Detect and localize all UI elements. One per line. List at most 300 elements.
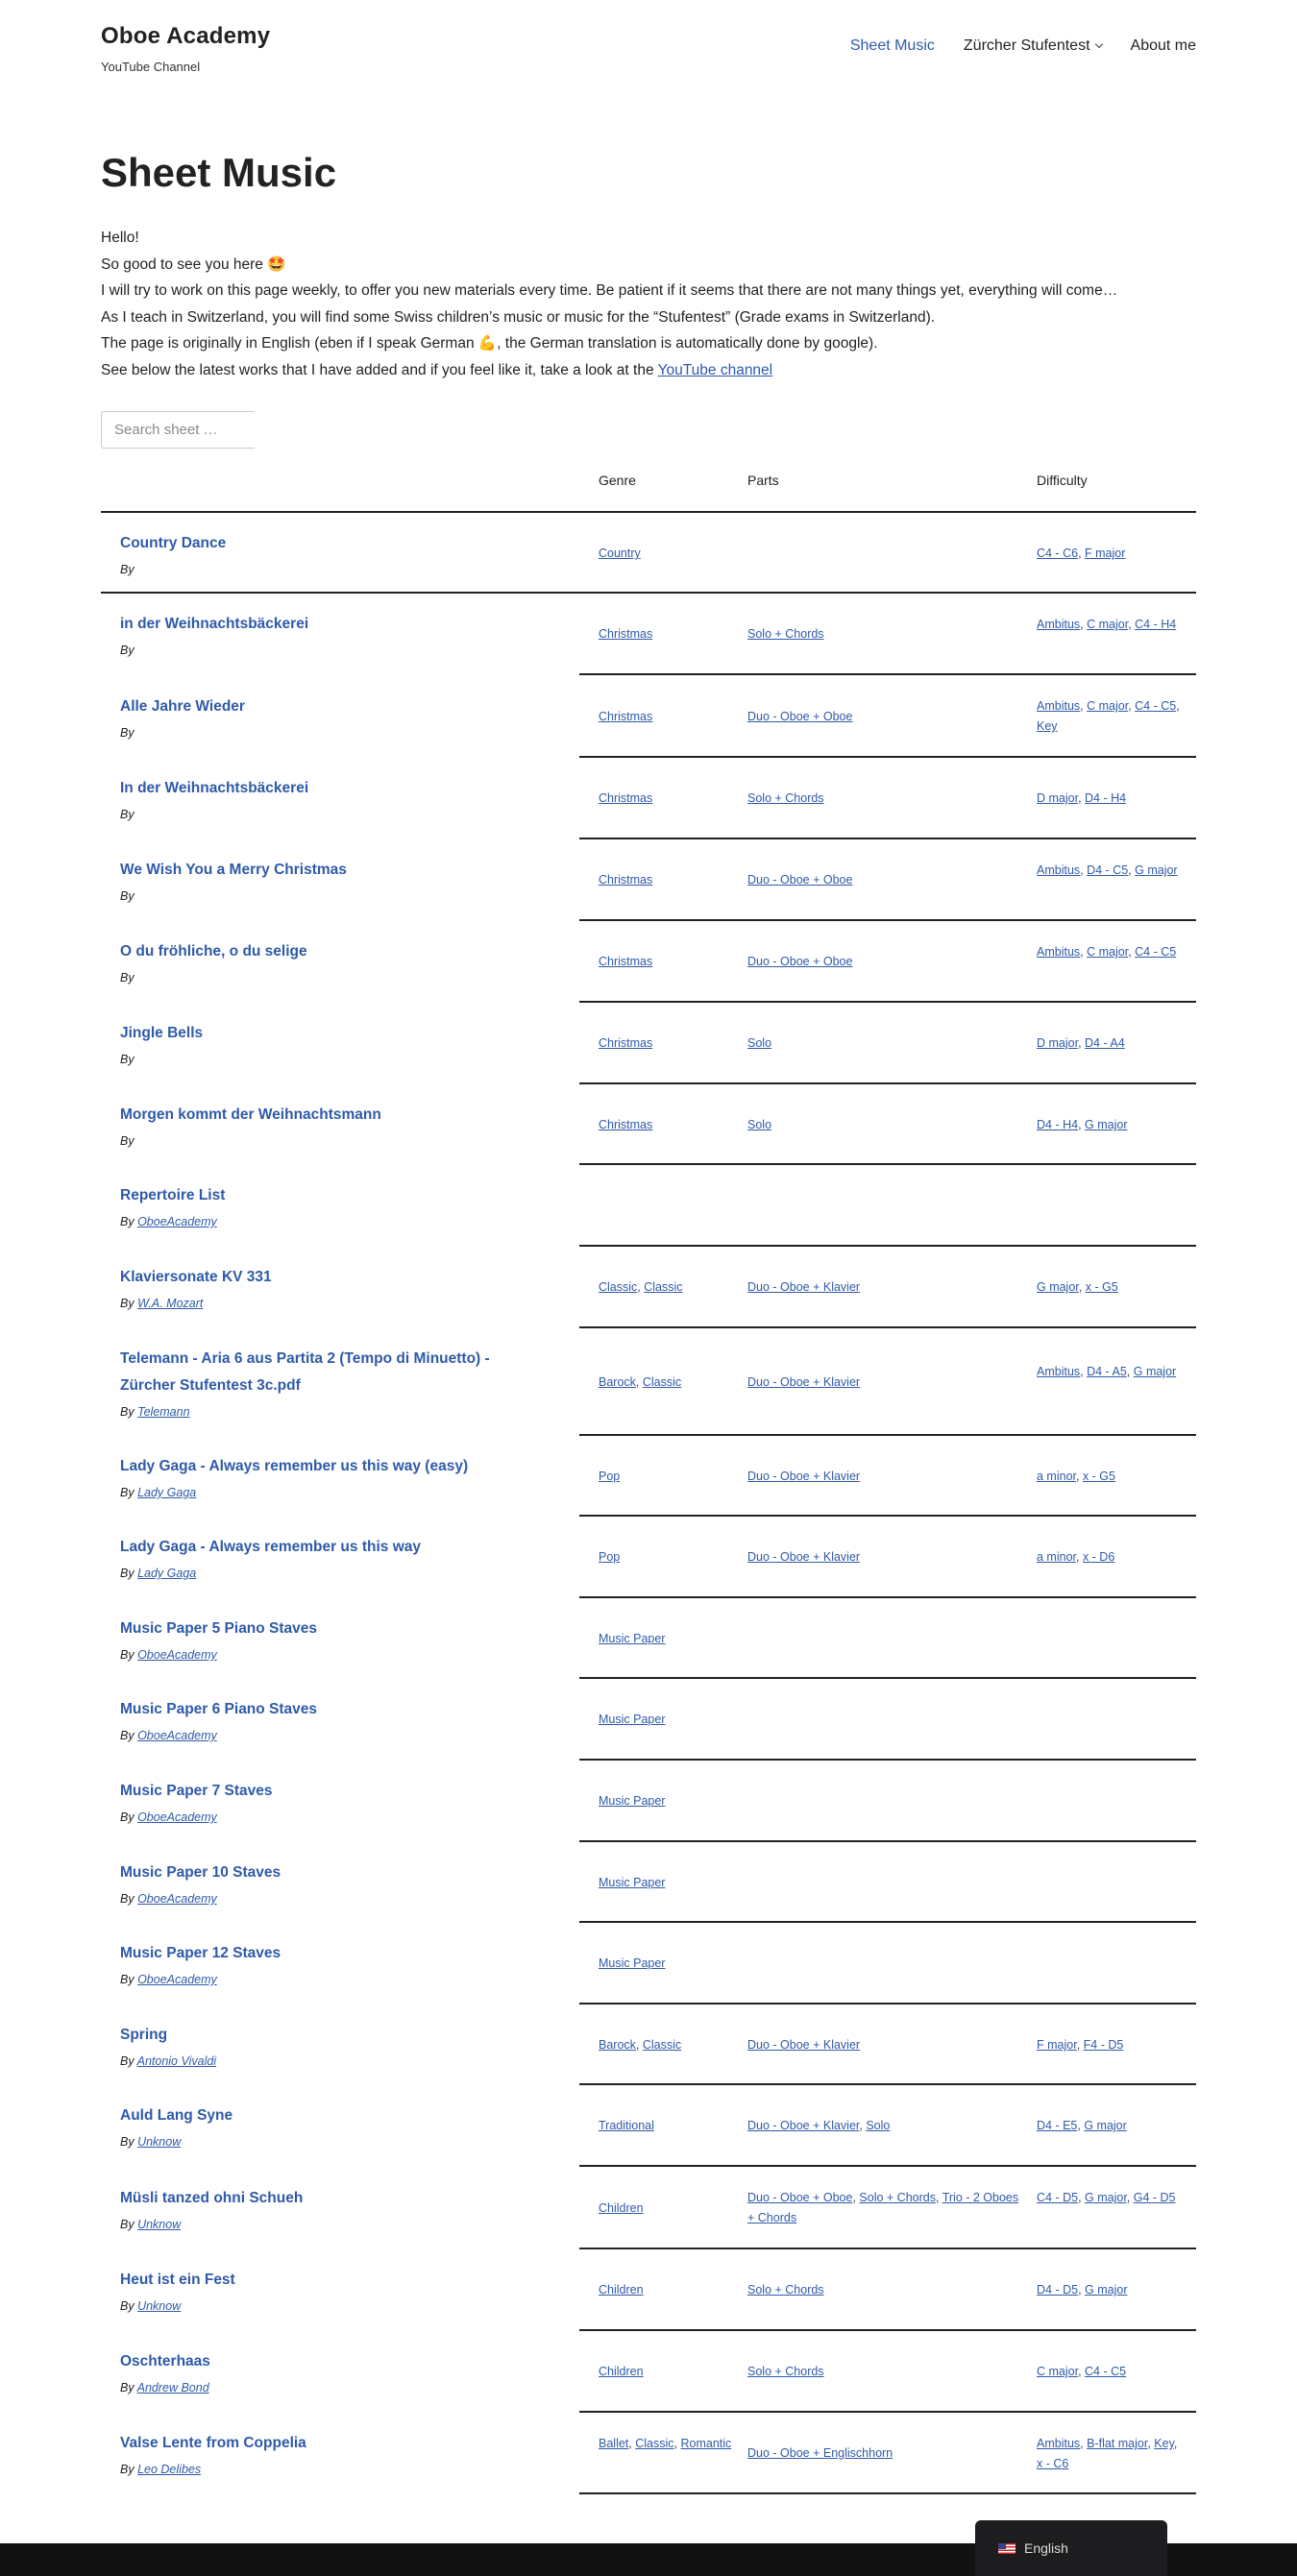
genre-link[interactable]: Children [599,2365,644,2378]
difficulty-cell [1037,2188,1181,2208]
sheet-title-link[interactable]: Lady Gaga - Always remember us this way (easy) [120,1458,469,1474]
title-cell [120,2348,543,2394]
genre-link[interactable]: Music Paper [599,1956,666,1970]
table-row [101,1165,1196,1247]
part-cell [747,789,1026,809]
author-line [120,2054,543,2068]
genre-link[interactable]: Classic [599,1280,638,1294]
author-line [120,1648,543,1662]
difficulty-link[interactable]: D major [1037,1036,1079,1050]
part-link[interactable]: Duo - Oboe + Klavier [747,2119,860,2132]
difficulty-link[interactable]: G major [1085,2283,1128,2297]
author-line [120,1567,543,1580]
separator: , [1080,618,1088,631]
part-link[interactable]: Duo - Oboe + Klavier [747,2038,861,2052]
genre-link[interactable]: Traditional [599,2119,654,2132]
separator: , [1076,1550,1083,1564]
intro-line-prefix: See below the latest works that I have added and if you feel like it, take a look at the [101,361,658,378]
part-cell [747,1373,1026,1393]
author-line [120,1973,543,1986]
by-label: By [120,1892,135,1906]
difficulty-link[interactable]: x - D6 [1082,1550,1115,1564]
author-line [120,2381,543,2394]
sheet-title-link[interactable]: O du fröhliche, o du selige [120,943,307,960]
table-row [101,1842,1196,1923]
author-line [120,1405,543,1419]
genre-link[interactable]: Barock [599,1375,636,1389]
genre-cell [599,952,743,972]
table-row [101,921,1196,1003]
author-link[interactable]: OboeAcademy [137,1729,217,1742]
author-link[interactable]: Unknow [137,2299,182,2313]
author-line [120,2463,543,2476]
sheet-title-link[interactable]: Oschterhaas [120,2353,210,2369]
table-row [101,675,1196,758]
separator: , [628,2437,636,2450]
sheet-title-link[interactable]: Music Paper 12 Staves [120,1945,281,1961]
nav-item-about-me[interactable]: About me [1130,37,1196,54]
difficulty-cell [1037,2116,1181,2136]
difficulty-link[interactable]: Ambitus [1037,863,1081,877]
difficulty-link[interactable]: Ambitus [1037,699,1081,713]
difficulty-link[interactable]: C4 - C5 [1085,2365,1127,2378]
part-link[interactable]: Solo + Chords [747,791,824,805]
separator: , [1080,1365,1088,1378]
sheet-title-link[interactable]: Klaviersonate KV 331 [120,1269,272,1285]
sheet-title-link[interactable]: Telemann - Aria 6 aus Partita 2 (Tempo di Minuetto) - Zürcher Stufentest 3c.pdf [120,1350,490,1394]
genre-link[interactable]: Music Paper [599,1794,666,1808]
part-cell [747,2188,1026,2228]
genre-cell [599,1373,743,1393]
genre-cell [599,789,743,809]
difficulty-link[interactable]: C4 - D5 [1037,2191,1079,2204]
genre-link[interactable]: Classic [635,2437,674,2450]
sheet-title-link[interactable]: Music Paper 7 Staves [120,1783,273,1799]
sheet-title-link[interactable]: Country Dance [120,535,227,551]
genre-link[interactable]: Christmas [599,1118,653,1131]
sheet-title-link[interactable]: Morgen kommt der Weihnachtsmann [120,1106,381,1123]
separator: , [1128,863,1136,877]
author-link[interactable]: OboeAcademy [137,1648,217,1662]
part-link[interactable]: Duo - Oboe + Oboe [747,2191,853,2204]
genre-cell [599,2362,743,2382]
separator: , [852,2191,860,2204]
difficulty-cell [1037,2280,1181,2300]
part-cell [747,870,1026,890]
difficulty-link[interactable]: Key [1037,719,1058,733]
genre-link[interactable]: Christmas [599,627,653,641]
genre-cell [599,870,743,890]
genre-cell [599,1547,743,1567]
table-row [101,594,1196,675]
genre-link[interactable]: Pop [599,1470,621,1483]
author-line [120,1134,543,1148]
genre-cell [599,1277,743,1298]
difficulty-cell [1037,1547,1181,1567]
part-link[interactable]: Solo + Chords [747,627,824,641]
difficulty-link[interactable]: G major [1084,2119,1127,2132]
search-input[interactable] [101,411,255,449]
site-subtitle: YouTube Channel [101,60,201,74]
author-link[interactable]: OboeAcademy [137,1892,217,1906]
part-link[interactable]: Solo + Chords [859,2191,936,2204]
difficulty-cell [1037,1115,1181,1135]
difficulty-link[interactable]: D4 - H4 [1037,1118,1079,1131]
separator: , [1078,791,1086,805]
difficulty-cell [1037,2434,1181,2474]
difficulty-cell [1037,1362,1181,1382]
by-label: By [120,1297,135,1310]
separator: , [1128,618,1136,631]
by-label: By [120,1810,135,1824]
title-cell [120,857,543,903]
author-line [120,644,543,657]
difficulty-link[interactable]: D4 - A5 [1087,1365,1127,1378]
genre-link[interactable]: Christmas [599,955,653,968]
part-cell [747,2280,1026,2300]
intro-line: So good to see you here 🤩 [101,255,286,273]
genre-cell [599,2199,743,2219]
sheet-title-link[interactable]: Music Paper 6 Piano Staves [120,1701,318,1717]
author-link[interactable]: Leo Delibes [137,2463,202,2476]
table-row [101,2249,1196,2331]
part-cell [747,1277,1026,1298]
author-link[interactable]: W.A. Mozart [137,1297,204,1310]
genre-link[interactable]: Christmas [599,1036,653,1050]
difficulty-link[interactable]: C4 - C5 [1135,699,1177,713]
separator: , [1147,2437,1155,2450]
difficulty-link[interactable]: D4 - D5 [1037,2283,1079,2297]
genre-link[interactable]: Pop [599,1550,621,1564]
nav-item-label: Zürcher Stufentest [963,37,1090,54]
title-cell [120,1616,543,1662]
column-header-genre: Genre [599,473,636,488]
sheet-title-link[interactable]: We Wish You a Merry Christmas [120,862,347,878]
difficulty-link[interactable]: F major [1085,547,1126,560]
difficulty-link[interactable]: Ambitus [1037,945,1081,959]
genre-link[interactable]: Classic [642,1375,682,1389]
genre-cell [599,624,743,644]
by-label: By [120,808,135,821]
title-cell [120,1346,543,1419]
site-header [101,0,1196,86]
separator: , [1076,2038,1084,2052]
us-flag-icon [998,2543,1016,2554]
part-link[interactable]: Duo - Oboe + Klavier [747,1470,861,1483]
sheet-title-link[interactable]: Lady Gaga - Always remember us this way [120,1539,421,1555]
difficulty-link[interactable]: a minor [1037,1470,1076,1483]
author-line [120,1729,543,1742]
title-cell [120,2102,543,2149]
difficulty-link[interactable]: C4 - C5 [1135,945,1177,959]
table-row [101,1247,1196,1328]
by-label: By [120,971,135,984]
part-link[interactable]: Solo [747,1118,772,1131]
sheet-title-link[interactable]: in der Weihnachtsbäckerei [120,616,309,632]
genre-cell [599,2434,743,2454]
author-link[interactable]: OboeAcademy [137,1973,217,1986]
table-row [101,2331,1196,2413]
genre-link[interactable]: Children [599,2283,644,2297]
intro-line: As I teach in Switzerland, you will find some Swiss children’s music or music for the “Stufentest” (Grade exams in Switzerland). [101,308,936,326]
sheet-title-link[interactable]: In der Weihnachtsbäckerei [120,780,309,796]
difficulty-link[interactable]: B-flat major [1087,2437,1148,2450]
part-link[interactable]: Duo - Oboe + Oboe [747,873,853,887]
separator: , [1078,1118,1086,1131]
separator: , [1126,2191,1134,2204]
genre-link[interactable]: Classic [642,2038,682,2052]
author-line [120,889,543,903]
author-line [120,726,543,740]
sheet-title-link[interactable]: Jingle Bells [120,1025,204,1041]
genre-cell [599,544,743,564]
difficulty-link[interactable]: C major [1087,618,1129,631]
intro-text [101,225,1206,383]
intro-line: The page is originally in English (eben if I speak German 💪, the German translation is automatically done by google). [101,335,878,352]
part-cell [747,2035,1026,2055]
page-title: Sheet Music [101,150,337,195]
part-cell [747,1467,1026,1487]
author-link[interactable]: Lady Gaga [137,1567,197,1580]
genre-link[interactable]: Music Paper [599,1632,666,1645]
table-row [101,1761,1196,1842]
author-link[interactable]: Telemann [137,1405,190,1419]
difficulty-link[interactable]: G4 - D5 [1133,2191,1176,2204]
difficulty-link[interactable]: Ambitus [1037,618,1081,631]
difficulty-cell [1037,544,1181,564]
difficulty-link[interactable]: Ambitus [1037,1365,1081,1378]
sheet-title-link[interactable]: Music Paper 10 Staves [120,1864,281,1881]
genre-cell [599,1115,743,1135]
title-cell [120,2430,543,2476]
title-cell [120,1182,543,1228]
genre-cell [599,2035,743,2055]
table-row [101,758,1196,839]
author-line [120,1892,543,1906]
difficulty-link[interactable]: D4 - E5 [1037,2119,1078,2132]
genre-link[interactable]: Romantic [680,2437,732,2450]
difficulty-link[interactable]: F4 - D5 [1083,2038,1124,2052]
by-label: By [120,1486,135,1499]
by-label: By [120,1567,135,1580]
table-row [101,1923,1196,2005]
title-cell [120,938,543,984]
author-link[interactable]: Unknow [137,2218,182,2231]
difficulty-link[interactable]: Ambitus [1037,2437,1081,2450]
intro-line [101,357,1206,384]
main-nav [821,37,1196,55]
separator: , [1078,1280,1086,1294]
author-link[interactable]: Unknow [137,2135,182,2149]
nav-item-sheet-music[interactable]: Sheet Music [849,37,935,54]
column-header-parts: Parts [747,473,779,488]
genre-link[interactable]: Children [599,2201,644,2215]
separator: , [1080,945,1088,959]
by-label: By [120,2135,135,2149]
separator: , [635,1375,643,1389]
part-cell [747,2362,1026,2382]
by-label: By [120,1973,135,1986]
genre-link[interactable]: Country [599,547,641,560]
difficulty-link[interactable]: G major [1085,2191,1127,2204]
genre-link[interactable]: Christmas [599,710,653,723]
difficulty-link[interactable]: G major [1133,1365,1177,1378]
table-row [101,2167,1196,2249]
table-row [101,1598,1196,1679]
genre-link[interactable]: Barock [599,2038,636,2052]
genre-link[interactable]: Classic [644,1280,683,1294]
table-row [101,1436,1196,1517]
part-cell [747,624,1026,644]
separator: , [1080,863,1088,877]
sheet-title-link[interactable]: Alle Jahre Wieder [120,698,245,715]
separator: , [1128,699,1136,713]
part-cell [747,707,1026,727]
author-line [120,1810,543,1824]
difficulty-cell [1037,861,1181,881]
title-cell [120,1859,543,1906]
part-link[interactable]: Solo [866,2119,891,2132]
difficulty-cell [1037,789,1181,809]
separator: , [1173,2437,1178,2450]
difficulty-link[interactable]: Key [1154,2437,1174,2450]
difficulty-link[interactable]: C major [1037,2365,1079,2378]
difficulty-link[interactable]: D4 - H4 [1085,791,1127,805]
table-row [101,513,1196,594]
separator: , [673,2437,681,2450]
difficulty-cell [1037,1033,1181,1054]
separator: , [859,2119,867,2132]
genre-cell [599,1033,743,1054]
part-link[interactable]: Duo - Oboe + Klavier [747,1375,861,1389]
genre-link[interactable]: Ballet [599,2437,629,2450]
genre-cell [599,1629,743,1649]
part-link[interactable]: Duo - Oboe + Englischhorn [747,2446,893,2460]
site-title[interactable]: Oboe Academy [101,23,271,49]
genre-cell [599,2280,743,2300]
author-link[interactable]: OboeAcademy [137,1810,217,1824]
author-line [120,1053,543,1066]
difficulty-link[interactable]: x - G5 [1082,1470,1115,1483]
separator: , [635,2038,643,2052]
title-cell [120,1020,543,1066]
part-link[interactable]: Trio - 2 Oboes + Chords [747,2191,1019,2224]
difficulty-link[interactable]: C4 - C6 [1037,547,1079,560]
sheet-title-link[interactable]: Müsli tanzed ohni Schueh [120,2190,304,2206]
title-cell [120,2267,543,2313]
genre-cell [599,1954,743,1974]
difficulty-link[interactable]: D major [1037,791,1079,805]
part-link[interactable]: Duo - Oboe + Oboe [747,955,853,968]
by-label: By [120,1134,135,1148]
by-label: By [120,726,135,740]
by-label: By [120,644,135,657]
difficulty-link[interactable]: G major [1037,1280,1079,1294]
separator: , [1078,547,1086,560]
author-link[interactable]: Andrew Bond [136,2381,209,2394]
difficulty-link[interactable]: G major [1135,863,1178,877]
part-link[interactable]: Duo - Oboe + Klavier [747,1280,861,1294]
sheet-title-link[interactable]: Auld Lang Syne [120,2107,233,2124]
title-cell [120,1778,543,1824]
difficulty-link[interactable]: G major [1085,1118,1128,1131]
chevron-down-icon [1094,40,1102,48]
separator: , [1128,945,1136,959]
sheet-title-link[interactable]: Valse Lente from Coppelia [120,2435,306,2451]
genre-cell [599,707,743,727]
genre-link[interactable]: Christmas [599,873,653,887]
language-label: English [1024,2540,1068,2556]
difficulty-link[interactable]: x - G5 [1085,1280,1118,1294]
difficulty-link[interactable]: a minor [1037,1550,1076,1564]
genre-link[interactable]: Music Paper [599,1876,666,1889]
author-line [120,2135,543,2149]
difficulty-link[interactable]: C4 - H4 [1135,618,1177,631]
title-cell [120,775,543,821]
table-row [101,839,1196,921]
part-link[interactable]: Solo + Chords [747,2365,824,2378]
part-cell [747,2116,1026,2136]
separator: , [1080,2437,1088,2450]
difficulty-link[interactable]: D4 - A4 [1085,1036,1125,1050]
author-link[interactable]: Lady Gaga [137,1486,197,1499]
by-label: By [120,1053,135,1066]
genre-link[interactable]: Christmas [599,791,653,805]
difficulty-cell [1037,696,1181,737]
part-link[interactable]: Solo + Chords [747,2283,824,2297]
sheet-title-link[interactable]: Repertoire List [120,1187,226,1203]
title-cell [120,693,543,740]
part-cell [747,952,1026,972]
separator: , [1078,1036,1086,1050]
part-link[interactable]: Duo - Oboe + Klavier [747,1550,861,1564]
nav-item-zurcher-stufentest[interactable] [964,37,1102,55]
youtube-channel-link[interactable]: YouTube channel [657,361,773,378]
intro-line: I will try to work on this page weekly, to offer you new materials every time. Be patient if it seems that there are not many things yet, everything will come… [101,282,1118,299]
language-switcher[interactable] [975,2520,1167,2576]
separator: , [637,1280,645,1294]
difficulty-link[interactable]: x - C6 [1037,2457,1069,2470]
difficulty-cell [1037,1467,1181,1487]
by-label: By [120,1648,135,1662]
part-link[interactable]: Duo - Oboe + Oboe [747,710,853,723]
author-link[interactable]: Antonio Vivaldi [136,2054,217,2068]
intro-line: Hello! [101,230,139,246]
title-cell [120,1264,543,1310]
by-label: By [120,2054,135,2068]
difficulty-link[interactable]: C major [1087,699,1129,713]
table-row [101,1084,1196,1165]
genre-cell [599,1791,743,1811]
title-cell [120,1453,543,1499]
sheet-title-link[interactable]: Heut ist ein Fest [120,2272,235,2288]
separator: , [935,2191,942,2204]
difficulty-link[interactable]: D4 - C5 [1087,863,1129,877]
genre-link[interactable]: Music Paper [599,1713,666,1726]
author-line [120,1215,543,1228]
author-link[interactable]: OboeAcademy [137,1215,217,1228]
part-link[interactable]: Solo [747,1036,772,1050]
difficulty-link[interactable]: C major [1087,945,1129,959]
difficulty-cell [1037,2362,1181,2382]
brand [101,23,270,74]
difficulty-link[interactable]: F major [1037,2038,1077,2052]
title-cell [120,2022,543,2068]
separator: , [1078,2365,1086,2378]
sheet-title-link[interactable]: Spring [120,2027,168,2043]
table-row [101,2413,1196,2494]
sheet-title-link[interactable]: Music Paper 5 Piano Staves [120,1620,318,1637]
